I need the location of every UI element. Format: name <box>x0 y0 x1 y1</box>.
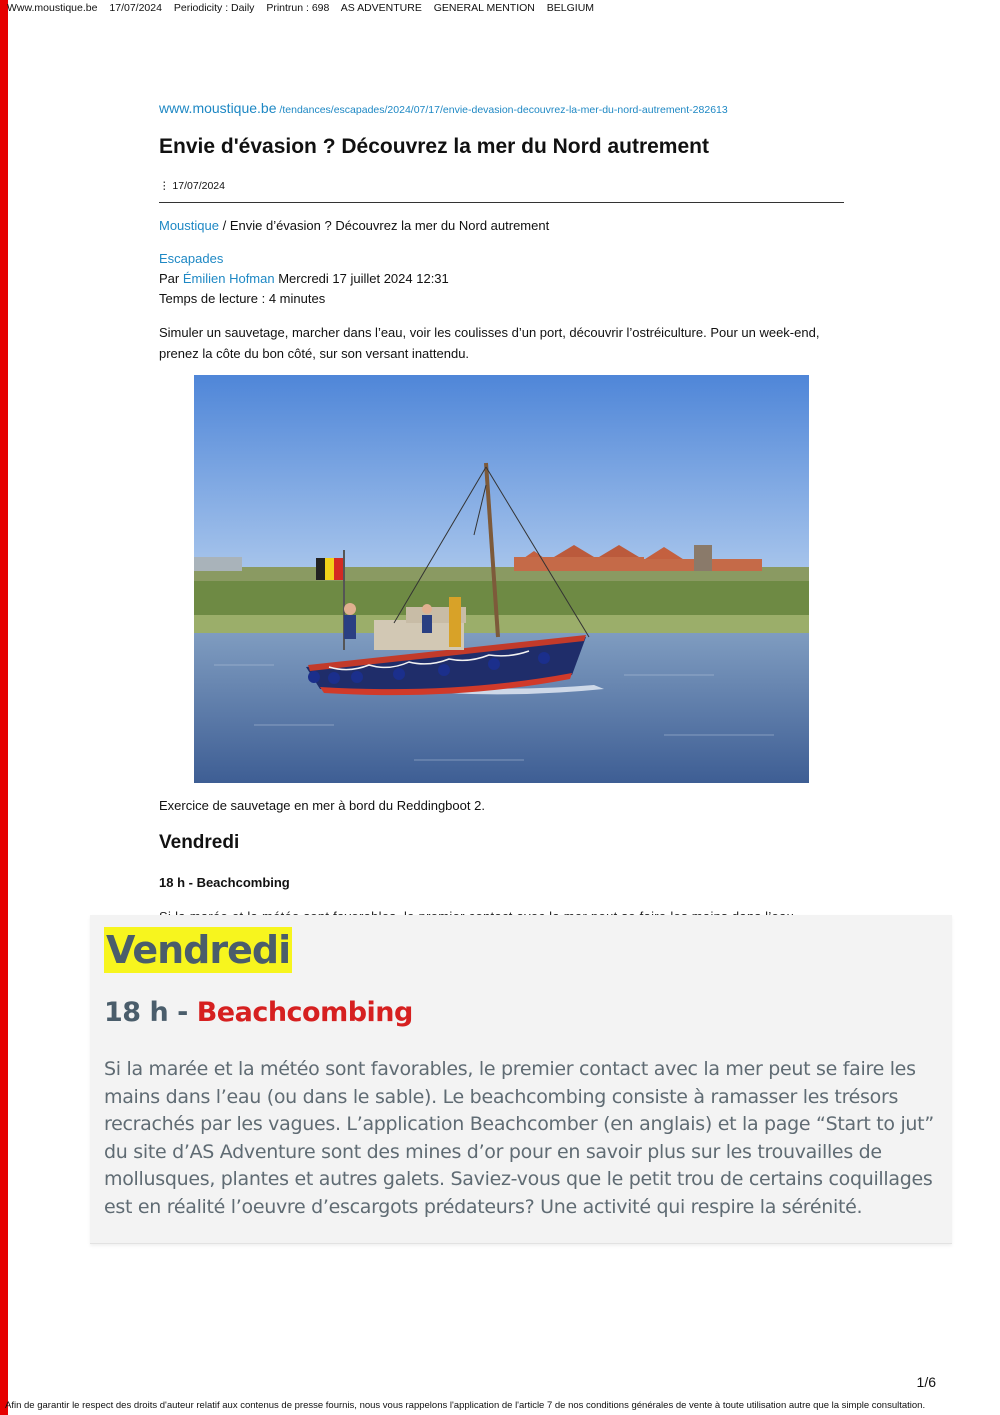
zoom-paragraph: Si la marée et la météo sont favorables, le premier contact avec la mer peut se faire les mains dans l’eau (ou dans le sable). Le beachcombing consiste à ramasser les trésors recrachés par les vagues. L’application Beachcomber (en anglais) et la page “Start to jut” du site d’AS Adventure sont des mines d’or pour en savoir plus sur les trouvailles de mollusques, plantes et autres galets. Saviez-vous que le petit trou de certains coquillages est en réalité l’oeuvre d’escargots prédateurs? Une activité qui respire la sérénité. <box>104 1058 934 1218</box>
left-accent-bar <box>0 0 8 1415</box>
breadcrumb-home-link[interactable]: Moustique <box>159 218 219 233</box>
divider <box>159 202 844 203</box>
breadcrumb <box>159 218 549 233</box>
published-date: Mercredi 17 juillet 2024 12:31 <box>274 271 449 286</box>
by-label: Par <box>159 271 183 286</box>
reading-time: Temps de lecture : 4 minutes <box>159 291 326 306</box>
meta-mention: GENERAL MENTION <box>433 2 535 14</box>
meta-client: AS ADVENTURE <box>340 2 422 14</box>
photo-caption: Exercice de sauvetage en mer à bord du Reddingboot 2. <box>159 798 485 813</box>
article-lead: Simuler un sauvetage, marcher dans l’eau, voir les coulisses d’un port, découvrir l’ostréiculture. Pour un week-end, prenez la côte du bon côté, sur son versant inattendu. <box>159 325 820 361</box>
byline <box>159 271 449 286</box>
zoom-activity: Beachcombing <box>196 997 413 1028</box>
breadcrumb-current: Envie d’évasion ? Découvrez la mer du Nord autrement <box>229 218 550 233</box>
article-title: Envie d'évasion ? Découvrez la mer du Nord autrement <box>159 135 709 158</box>
page-number: 1/6 <box>916 1374 936 1390</box>
url-domain[interactable]: www.moustique.be <box>159 100 277 116</box>
lifeboat-photo-illustration <box>194 375 809 783</box>
press-clipping-header <box>7 2 603 14</box>
meta-site: Www.moustique.be <box>7 2 98 14</box>
breadcrumb-separator: / <box>218 218 230 233</box>
subheading: 18 h - Beachcombing <box>159 875 290 890</box>
date-prefix: ⋮ <box>159 180 170 192</box>
copyright-footer: Afin de garantir le respect des droits d'auteur relatif aux contenus de presse fournis, nous vous rappelons l'application de l'article 7 de nos conditions générales de vente à toute utilisation autre que la simple consultation. <box>5 1400 926 1411</box>
section-heading: Vendredi <box>159 832 240 853</box>
date-value: 17/07/2024 <box>172 180 225 192</box>
article-date <box>159 180 225 192</box>
zoom-subheading <box>104 997 413 1028</box>
article-url[interactable] <box>159 100 728 118</box>
url-path[interactable]: /tendances/escapades/2024/07/17/envie-devasion-decouvrez-la-mer-du-nord-autrement-282613 <box>276 104 728 116</box>
author-link[interactable]: Émilien Hofman <box>182 271 275 286</box>
zoom-time: 18 h - <box>104 997 197 1028</box>
meta-date: 17/07/2024 <box>109 2 162 14</box>
article-photo <box>194 375 809 783</box>
meta-printrun: Printrun : 698 <box>266 2 330 14</box>
zoom-heading: Vendredi <box>106 928 291 972</box>
meta-periodicity: Periodicity : Daily <box>173 2 255 14</box>
meta-country: BELGIUM <box>546 2 595 14</box>
zoomed-excerpt <box>90 915 952 1244</box>
category-link[interactable]: Escapades <box>159 251 224 266</box>
